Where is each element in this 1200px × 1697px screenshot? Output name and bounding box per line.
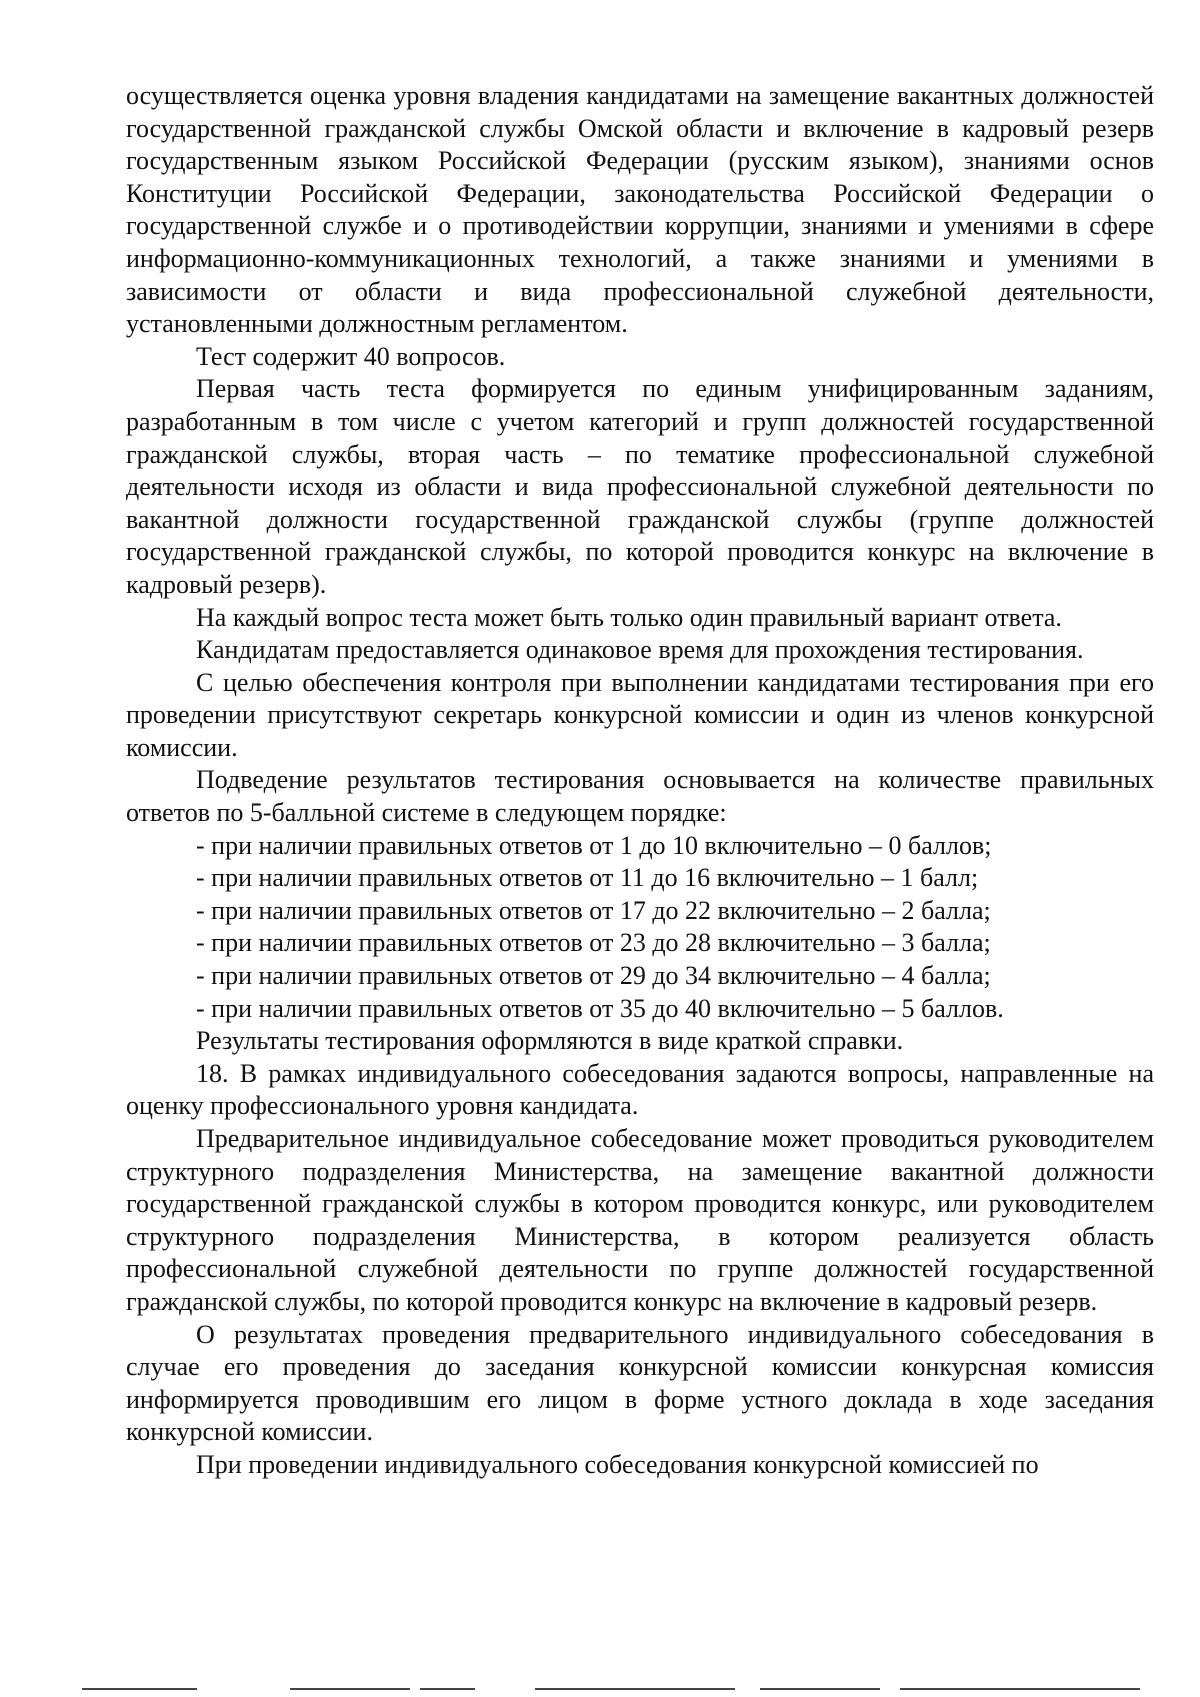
footer-rule-3 [420,1688,475,1690]
paragraph-interview-results: О результатах проведения предварительного индивидуального собеседования в случае его проведения до заседания конкурсной комиссии конкурсная комиссия информируется проводившим его лицом в форме устного доклада в ходе заседания конкурсной комиссии. [126,1319,1154,1447]
list-item-score-5: - при наличии правильных ответов от 35 до 40 включительно – 5 баллов. [196,993,1004,1023]
paragraph-test-parts: Первая часть теста формируется по единым унифицированным заданиям, разработанным в том числе с учетом категорий и групп должностей государственной гражданской службы, вторая часть – по тематике профессиональной служебной деятельности исходя из области и вида профессиональной служебной деятельности по вакантной должности государственной гражданской службы (группе должностей государственной гражданской службы, по которой проводится конкурс на включение в кадровый резерв). [126,374,1154,599]
paragraph-preliminary-interview: Предварительное индивидуальное собеседование может проводиться руководителем структурного подразделения Министерства, на замещение вакантной должности государственной гражданской службы в котором проводится конкурс, или руководителем структурного подразделения Министерства, в котором реализуется область профессиональной служебной деятельности по группе должностей государственной гражданской службы, по которой проводится конкурс на включение в кадровый резерв. [126,1124,1154,1316]
paragraph-scoring-intro: Подведение результатов тестирования основывается на количестве правильных ответов по 5-балльной системе в следующем порядке: [126,765,1154,828]
paragraph-equal-time: Кандидатам предоставляется одинаковое время для прохождения тестирования. [196,635,1084,665]
list-item-score-1: - при наличии правильных ответов от 11 до 16 включительно – 1 балл; [196,863,979,893]
document-page [126,80,1154,1482]
paragraph-results-summary: Результаты тестирования оформляются в виде краткой справки. [196,1026,904,1056]
footer-rule-4 [535,1688,735,1690]
list-item-score-4: - при наличии правильных ответов от 29 до 34 включительно – 4 балла; [196,961,991,991]
paragraph-test-supervision: С целью обеспечения контроля при выполнении кандидатами тестирования при его проведении присутствуют секретарь конкурсной комиссии и один из членов конкурсной комиссии. [126,667,1154,762]
paragraph-interview-commission: При проведении индивидуального собеседования конкурсной комиссией по [196,1449,1039,1479]
paragraph-test-size: Тест содержит 40 вопросов. [196,341,506,371]
list-item-score-2: - при наличии правильных ответов от 17 до 22 включительно – 2 балла; [196,895,991,925]
paragraph-assessment-scope: осуществляется оценка уровня владения кандидатами на замещение вакантных должностей государственной гражданской службы Омской области и включение в кадровый резерв государственным языком Российской Федерации (русским языком), знаниями основ Конституции Российской Федерации, законодательства Российской Федерации о государственной службе и о противодействии коррупции, знаниями и умениями в сфере информационно-коммуникационных технологий, а также знаниями и умениями в зависимости от области и вида профессиональной служебной деятельности, установленными должностным регламентом. [126,81,1154,339]
list-item-score-3: - при наличии правильных ответов от 23 до 28 включительно – 3 балла; [196,928,991,958]
list-item-score-0: - при наличии правильных ответов от 1 до 10 включительно – 0 баллов; [196,830,992,860]
paragraph-section-18: 18. В рамках индивидуального собеседования задаются вопросы, направленные на оценку профессионального уровня кандидата. [126,1058,1154,1121]
footer-rule-1 [82,1688,197,1690]
footer-rule-5 [760,1688,880,1690]
paragraph-single-answer: На каждый вопрос теста может быть только один правильный вариант ответа. [196,602,1062,632]
footer-rule-6 [900,1688,1140,1690]
footer-rule-2 [290,1688,410,1690]
